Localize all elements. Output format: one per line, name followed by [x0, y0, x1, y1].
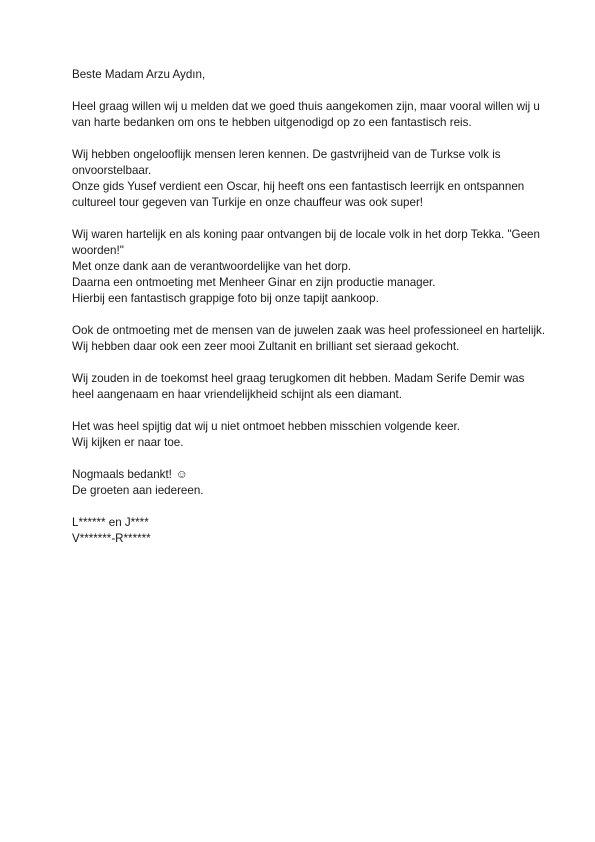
text-line: Wij hebben daar ook een zeer mooi Zultanit en brilliant set sieraad gekocht.: [72, 340, 460, 353]
text-line: Onze gids Yusef verdient een Oscar, hij heeft ons een fantastisch leerrijk en ontspannen: [72, 180, 525, 193]
text-line: heel aangenaam en haar vriendelijkheid schijnt als een diamant.: [72, 388, 402, 401]
paragraph-gap: [72, 131, 552, 147]
closing-thanks: Nogmaals bedankt!: [72, 468, 172, 481]
text-line: Wij waren hartelijk en als koning paar ontvangen bij de locale volk in het dorp Tekka. "Geen: [72, 228, 540, 241]
text-line: Daarna een ontmoeting met Menheer Ginar en zijn productie manager.: [72, 276, 436, 289]
text-line: woorden!": [72, 244, 124, 257]
paragraph-future: [72, 371, 552, 403]
paragraph-people: [72, 147, 552, 211]
closing-thanks-line: [72, 467, 552, 483]
paragraph-gap: [72, 403, 552, 419]
paragraph-gap: [72, 83, 552, 99]
text-line: Wij kijken er naar toe.: [72, 436, 184, 449]
text-line: Met onze dank aan de verantwoordelijke van het dorp.: [72, 260, 352, 273]
paragraph-thanks: [72, 99, 552, 131]
paragraph-village: [72, 227, 552, 307]
paragraph-gap: [72, 307, 552, 323]
paragraph-jewelry: [72, 323, 552, 355]
paragraph-gap: [72, 451, 552, 467]
text-line: Wij zouden in de toekomst heel graag terugkomen dit hebben. Madam Serife Demir was: [72, 372, 525, 385]
paragraph-gap: [72, 499, 552, 515]
smiley-icon: ☺: [175, 468, 188, 481]
signature-names: L****** en J****: [72, 516, 149, 529]
text-line: onvoorstelbaar.: [72, 164, 152, 177]
text-line: Hierbij een fantastisch grappige foto bij onze tapijt aankoop.: [72, 292, 379, 305]
letter-body: [72, 67, 552, 547]
closing: [72, 467, 552, 499]
paragraph-gap: [72, 355, 552, 371]
greeting: Beste Madam Arzu Aydın,: [72, 68, 206, 81]
text-line: van harte bedanken om ons te hebben uitgenodigd op zo een fantastisch reis.: [72, 116, 472, 129]
text-line: Het was heel spijtig dat wij u niet ontmoet hebben misschien volgende keer.: [72, 420, 460, 433]
text-line: Heel graag willen wij u melden dat we goed thuis aangekomen zijn, maar vooral willen wij u: [72, 100, 540, 113]
text-line: Wij hebben ongelooflijk mensen leren kennen. De gastvrijheid van de Turkse volk is: [72, 148, 501, 161]
text-line: Ook de ontmoeting met de mensen van de juwelen zaak was heel professioneel en hartelijk.: [72, 324, 546, 337]
closing-regards: De groeten aan iedereen.: [72, 484, 204, 497]
paragraph-regret: [72, 419, 552, 451]
text-line: cultureel tour gegeven van Turkije en onze chauffeur was ook super!: [72, 196, 424, 209]
paragraph-gap: [72, 211, 552, 227]
signature-family: V*******-R******: [72, 532, 151, 545]
signature: [72, 515, 552, 547]
